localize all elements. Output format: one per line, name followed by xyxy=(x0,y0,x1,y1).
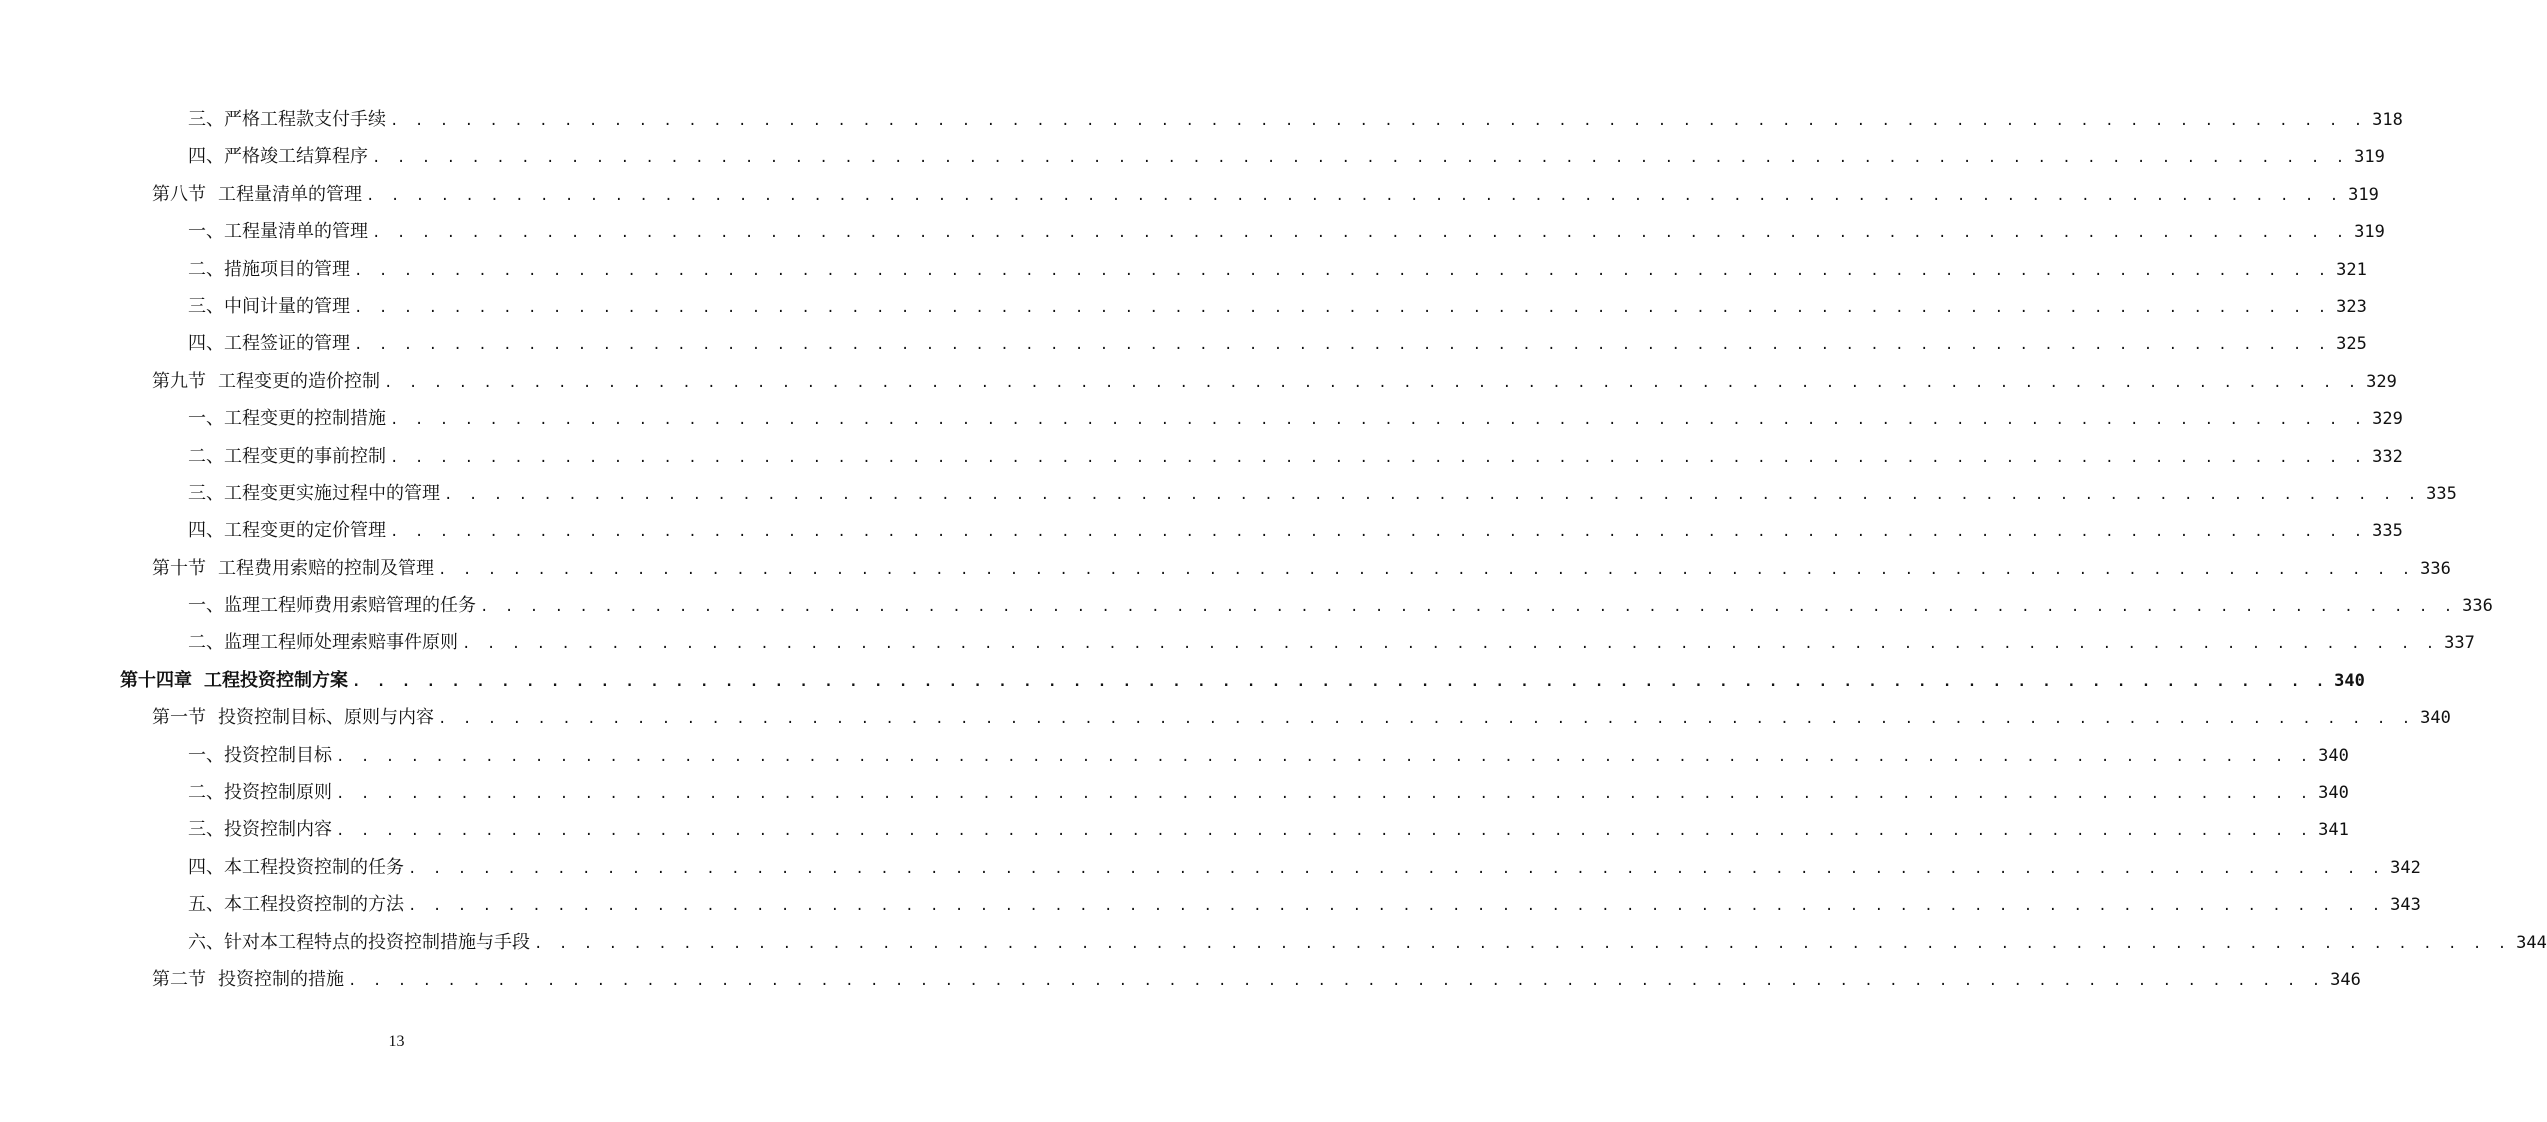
toc-item-entry[interactable] xyxy=(120,811,2349,848)
dot-leader: . . . . . . . . . . . . . . . . . . . . . . . . . . . . . . . . . . . . . . . . . . . . . . . . . . . . . . . . . . . . . . . . . . . . . . . . . . . . . . . . xyxy=(336,748,2313,765)
toc-page-number: 325 xyxy=(2336,334,2367,355)
dot-leader: . . . . . . . . . . . . . . . . . . . . . . . . . . . . . . . . . . . . . . . . . . . . . . . . . . . . . . . . . . . . . . . . . . . . . . . . . . . . . . . . xyxy=(390,524,2367,541)
toc-entry-title xyxy=(188,288,350,325)
dot-leader: . . . . . . . . . . . . . . . . . . . . . . . . . . . . . . . . . . . . . . . . . . . . . . . . . . . . . . . . . . . . . . . . . . . . . . . . . . . . . . . . xyxy=(438,711,2415,728)
toc-item-entry[interactable] xyxy=(120,251,2367,288)
toc-section-entry[interactable] xyxy=(120,363,2397,400)
toc-page-number: 335 xyxy=(2372,521,2403,542)
toc-entry-label: 三、 xyxy=(188,295,224,317)
toc-entry-text: 工程签证的管理 xyxy=(224,333,350,355)
toc-entry-text: 措施项目的管理 xyxy=(224,258,350,280)
dot-leader: . . . . . . . . . . . . . . . . . . . . . . . . . . . . . . . . . . . . . . . . . . . . . . . . . . . . . . . . . . . . . . . . . . . . . . . . . . . . . . . . xyxy=(480,599,2457,616)
toc-entry-label: 四、 xyxy=(188,146,224,168)
toc-entry-label: 第一节 xyxy=(152,707,206,729)
toc-entry-title xyxy=(188,400,386,437)
dot-leader: . . . . . . . . . . . . . . . . . . . . . . . . . . . . . . . . . . . . . . . . . . . . . . . . . . . . . . . . . . . . . . . . . . . . . . . . . . . . . . . . xyxy=(390,412,2367,429)
toc-entry-label: 第十节 xyxy=(152,557,206,579)
toc-entry-title xyxy=(152,699,434,736)
toc-page-number: 335 xyxy=(2426,483,2457,504)
toc-entry-title xyxy=(188,325,350,362)
toc-entry-text: 工程变更的事前控制 xyxy=(224,445,386,467)
toc-item-entry[interactable] xyxy=(120,438,2403,475)
dot-leader: . . . . . . . . . . . . . . . . . . . . . . . . . . . . . . . . . . . . . . . . . . . . . . . . . . . . . . . . . . . . . . . . . . . . . . . . . . . . . . . . xyxy=(354,337,2331,354)
toc-page-number: 336 xyxy=(2420,558,2451,579)
toc-item-entry[interactable] xyxy=(120,774,2349,811)
toc-entry-label: 六、 xyxy=(188,931,224,953)
toc-entry-text: 针对本工程特点的投资控制措施与手段 xyxy=(224,931,530,953)
toc-entry-title xyxy=(188,101,386,138)
toc-entry-title xyxy=(188,512,386,549)
page-number: 13 xyxy=(388,1033,405,1050)
toc-entry-label: 三、 xyxy=(188,109,224,130)
dot-leader: . . . . . . . . . . . . . . . . . . . . . . . . . . . . . . . . . . . . . . . . . . . . . . . . . . . . . . . . . . . . . . . . . . . . . . . . . . . . . . . . xyxy=(348,972,2325,989)
toc-entry-text: 监理工程师费用索赔管理的任务 xyxy=(224,595,476,617)
toc-entry-label: 四、 xyxy=(188,333,224,355)
toc-entry-label: 一、 xyxy=(188,221,224,243)
dot-leader: . . . . . . . . . . . . . . . . . . . . . . . . . . . . . . . . . . . . . . . . . . . . . . . . . . . . . . . . . . . . . . . . . . . . . . . . . . . . . . . . xyxy=(390,449,2367,466)
toc-chapter-entry[interactable] xyxy=(120,662,2365,699)
toc-entry-title xyxy=(188,624,458,661)
toc-entry-label: 第九节 xyxy=(152,370,206,392)
toc-page-number: 340 xyxy=(2318,745,2349,766)
toc-item-entry[interactable] xyxy=(120,849,2421,886)
dot-leader: . . . . . . . . . . . . . . . . . . . . . . . . . . . . . . . . . . . . . . . . . . . . . . . . . . . . . . . . . . . . . . . . . . . . . . . . . . . . . . . . xyxy=(462,636,2439,653)
toc-entry-label: 四、 xyxy=(188,520,224,542)
dot-leader: . . . . . . . . . . . . . . . . . . . . . . . . . . . . . . . . . . . . . . . . . . . . . . . . . . . . . . . . . . . . . . . . . . . . . . . . . . . . . . . . xyxy=(366,187,2343,204)
toc-entry-text: 工程变更的造价控制 xyxy=(218,370,380,392)
toc-entry-title xyxy=(188,849,404,886)
dot-leader: . . . . . . . . . . . . . . . . . . . . . . . . . . . . . . . . . . . . . . . . . . . . . . . . . . . . . . . . . . . . . . . . . . . . . . . . . . . . . . . . xyxy=(408,860,2385,877)
toc-entry-title xyxy=(188,737,332,774)
toc-entry-label: 五、 xyxy=(188,894,224,916)
toc-entry-text: 监理工程师处理索赔事件原则 xyxy=(224,632,458,654)
dot-leader: . . . . . . . . . . . . . . . . . . . . . . . . . . . . . . . . . . . . . . . . . . . . . . . . . . . . . . . . . . . . . . . . . . . . . . . . . . . . . . . . xyxy=(438,561,2415,578)
dot-leader: . . . . . . . . . . . . . . . . . . . . . . . . . . . . . . . . . . . . . . . . . . . . . . . . . . . . . . . . . . . . . . . . . . . . . . . . . . . . . . . . xyxy=(336,786,2313,803)
toc-item-entry[interactable] xyxy=(120,924,2547,961)
toc-page-number: 329 xyxy=(2372,409,2403,430)
toc-entry-text: 严格工程款支付手续 xyxy=(224,109,386,130)
toc-page-number: 319 xyxy=(2354,222,2385,243)
toc-page-number: 336 xyxy=(2462,596,2493,617)
toc-entry-label: 二、 xyxy=(188,632,224,654)
toc-page-number: 341 xyxy=(2318,820,2349,841)
toc-entry-title xyxy=(188,438,386,475)
toc-section-entry[interactable] xyxy=(120,699,2451,736)
toc-entry-text: 工程变更的定价管理 xyxy=(224,520,386,542)
toc-page-number: 337 xyxy=(2444,633,2475,654)
dot-leader: . . . . . . . . . . . . . . . . . . . . . . . . . . . . . . . . . . . . . . . . . . . . . . . . . . . . . . . . . . . . . . . . . . . . . . . . . . . . . . . . xyxy=(444,486,2421,503)
toc-item-entry[interactable] xyxy=(120,400,2403,437)
toc-entry-text: 本工程投资控制的任务 xyxy=(224,856,404,878)
toc-entry-title xyxy=(152,961,344,998)
toc-entry-text: 投资控制目标、原则与内容 xyxy=(218,707,434,729)
toc-entry-text: 工程变更实施过程中的管理 xyxy=(224,482,440,504)
toc-entry-label: 二、 xyxy=(188,258,224,280)
toc-page-number: 323 xyxy=(2336,296,2367,317)
dot-leader: . . . . . . . . . . . . . . . . . . . . . . . . . . . . . . . . . . . . . . . . . . . . . . . . . . . . . . . . . . . . . . . . . . . . . . . . . . . . . . . . xyxy=(384,374,2361,391)
toc-page-number: 319 xyxy=(2348,184,2379,205)
toc-page-number: 344 xyxy=(2516,932,2547,953)
toc-entry-title xyxy=(152,176,362,213)
dot-leader: . . . . . . . . . . . . . . . . . . . . . . . . . . . . . . . . . . . . . . . . . . . . . . . . . . . . . . . . . . . . . . . . . . . . . . . . . . . . . . . . xyxy=(352,673,2329,690)
toc-page-number: 342 xyxy=(2390,857,2421,878)
toc-entry-title xyxy=(188,886,404,923)
toc-entry-title xyxy=(188,138,368,175)
toc-entry-title xyxy=(188,213,368,250)
toc-page-number: 319 xyxy=(2354,147,2385,168)
toc-item-entry[interactable] xyxy=(120,587,2493,624)
dot-leader: . . . . . . . . . . . . . . . . . . . . . . . . . . . . . . . . . . . . . . . . . . . . . . . . . . . . . . . . . . . . . . . . . . . . . . . . . . . . . . . . xyxy=(354,299,2331,316)
dot-leader: . . . . . . . . . . . . . . . . . . . . . . . . . . . . . . . . . . . . . . . . . . . . . . . . . . . . . . . . . . . . . . . . . . . . . . . . . . . . . . . . xyxy=(534,935,2511,952)
toc-item-entry[interactable] xyxy=(120,288,2367,325)
toc-entry-text: 严格竣工结算程序 xyxy=(224,146,368,168)
dot-leader: . . . . . . . . . . . . . . . . . . . . . . . . . . . . . . . . . . . . . . . . . . . . . . . . . . . . . . . . . . . . . . . . . . . . . . . . . . . . . . . . xyxy=(372,150,2349,167)
toc-entry-label: 三、 xyxy=(188,819,224,841)
toc-entry-label: 三、 xyxy=(188,482,224,504)
toc-item-entry[interactable] xyxy=(120,624,2475,661)
toc-item-entry[interactable] xyxy=(120,138,2385,175)
toc-entry-title xyxy=(188,924,530,961)
toc-entry-label: 四、 xyxy=(188,856,224,878)
toc-entry-text: 投资控制的措施 xyxy=(218,968,344,990)
toc-entry-label: 第八节 xyxy=(152,183,206,205)
toc-page-number: 340 xyxy=(2334,670,2365,691)
toc-entry-title xyxy=(188,774,332,811)
toc-section-entry[interactable] xyxy=(120,176,2379,213)
toc-section-entry[interactable] xyxy=(120,550,2451,587)
toc-entry-text: 工程投资控制方案 xyxy=(204,669,348,691)
dot-leader: . . . . . . . . . . . . . . . . . . . . . . . . . . . . . . . . . . . . . . . . . . . . . . . . . . . . . . . . . . . . . . . . . . . . . . . . . . . . . . . . xyxy=(354,262,2331,279)
toc-entry-label: 第二节 xyxy=(152,968,206,990)
toc-page-number: 332 xyxy=(2372,446,2403,467)
toc-entry-title xyxy=(188,587,476,624)
toc-entry-title xyxy=(188,251,350,288)
toc-entry-text: 投资控制目标 xyxy=(224,744,332,766)
toc-page-number: 346 xyxy=(2330,969,2361,990)
toc-entry-label: 一、 xyxy=(188,595,224,617)
toc-page-number: 329 xyxy=(2366,371,2397,392)
dot-leader: . . . . . . . . . . . . . . . . . . . . . . . . . . . . . . . . . . . . . . . . . . . . . . . . . . . . . . . . . . . . . . . . . . . . . . . . . . . . . . . . xyxy=(408,898,2385,915)
table-of-contents xyxy=(120,101,2547,998)
toc-page-number: 343 xyxy=(2390,895,2421,916)
toc-entry-label: 一、 xyxy=(188,408,224,430)
dot-leader: . . . . . . . . . . . . . . . . . . . . . . . . . . . . . . . . . . . . . . . . . . . . . . . . . . . . . . . . . . . . . . . . . . . . . . . . . . . . . . . . xyxy=(372,225,2349,242)
toc-entry-title xyxy=(120,662,348,699)
toc-item-entry[interactable] xyxy=(120,886,2421,923)
toc-page-number: 321 xyxy=(2336,259,2367,280)
toc-page-number: 318 xyxy=(2372,110,2403,130)
toc-section-entry[interactable] xyxy=(120,961,2361,998)
toc-entry-title xyxy=(152,363,380,400)
toc-item-entry[interactable] xyxy=(120,737,2349,774)
toc-entry-text: 投资控制内容 xyxy=(224,819,332,841)
toc-entry-label: 第十四章 xyxy=(120,669,192,691)
toc-entry-text: 中间计量的管理 xyxy=(224,295,350,317)
toc-entry-text: 工程量清单的管理 xyxy=(218,183,362,205)
toc-entry-title xyxy=(188,811,332,848)
toc-entry-label: 二、 xyxy=(188,782,224,804)
toc-page-number: 340 xyxy=(2318,783,2349,804)
toc-entry-text: 工程量清单的管理 xyxy=(224,221,368,243)
toc-entry-text: 工程费用索赔的控制及管理 xyxy=(218,557,434,579)
dot-leader: . . . . . . . . . . . . . . . . . . . . . . . . . . . . . . . . . . . . . . . . . . . . . . . . . . . . . . . . . . . . . . . . . . . . . . . . . . . . . . . . xyxy=(336,823,2313,840)
toc-item-entry[interactable] xyxy=(120,213,2385,250)
toc-item-entry[interactable] xyxy=(120,512,2403,549)
toc-item-entry[interactable] xyxy=(120,325,2367,362)
toc-item-entry[interactable] xyxy=(120,101,2403,138)
toc-entry-title xyxy=(188,475,440,512)
toc-entry-label: 二、 xyxy=(188,445,224,467)
toc-item-entry[interactable] xyxy=(120,475,2457,512)
toc-entry-title xyxy=(152,550,434,587)
toc-page-number: 340 xyxy=(2420,708,2451,729)
toc-entry-text: 投资控制原则 xyxy=(224,782,332,804)
toc-entry-text: 工程变更的控制措施 xyxy=(224,408,386,430)
toc-entry-text: 本工程投资控制的方法 xyxy=(224,894,404,916)
dot-leader: . . . . . . . . . . . . . . . . . . . . . . . . . . . . . . . . . . . . . . . . . . . . . . . . . . . . . . . . . . . . . . . . . . . . . . . . . . . . . . . . xyxy=(390,113,2367,129)
toc-entry-label: 一、 xyxy=(188,744,224,766)
